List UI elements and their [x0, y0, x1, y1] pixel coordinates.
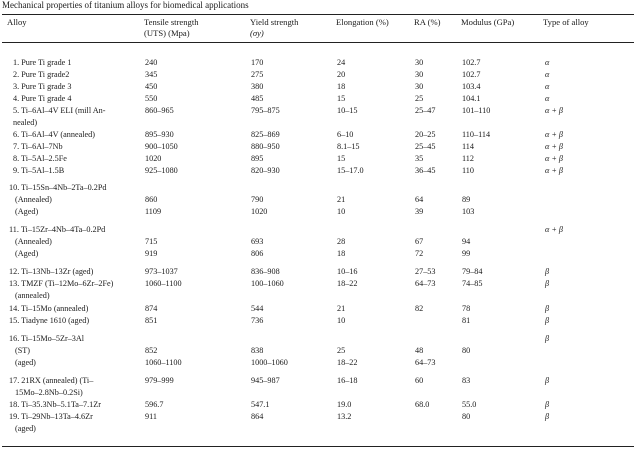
cell-modulus: 103: [462, 207, 475, 216]
cell-uts: 550: [145, 94, 158, 103]
cell-ra: 60: [415, 376, 424, 385]
cell-alloy: 17. 21RX (annealed) (Ti–: [9, 376, 94, 385]
cell-modulus: 81: [462, 316, 471, 325]
cell-yield: 544: [251, 304, 264, 313]
cell-yield: 736: [251, 316, 264, 325]
cell-uts: 450: [145, 82, 158, 91]
cell-elongation: 18: [337, 82, 346, 91]
cell-modulus: 83: [462, 376, 471, 385]
cell-type: α + β: [545, 225, 563, 234]
cell-modulus: 89: [462, 195, 471, 204]
cell-elongation: 10–15: [337, 106, 358, 115]
cell-elongation: 10–16: [337, 267, 358, 276]
cell-alloy: 18. Ti–35.3Nb–5.1Ta–7.1Zr: [9, 400, 101, 409]
cell-alloy: (aged): [15, 358, 36, 367]
cell-modulus: 110: [462, 166, 474, 175]
cell-uts: 596.7: [145, 400, 164, 409]
cell-elongation: 6–10: [337, 130, 354, 139]
cell-elongation: 13.2: [337, 412, 352, 421]
cell-alloy: 4. Pure Ti grade 4: [13, 94, 72, 103]
cell-alloy: 14. Ti–15Mo (annealed): [9, 304, 89, 313]
cell-alloy: 15Mo–2.8Nb–0.2Si): [15, 388, 83, 397]
cell-yield: 945–987: [251, 376, 280, 385]
cell-alloy: 8. Ti–5Al–2.5Fe: [13, 154, 67, 163]
header-yield-line1: Yield strength: [250, 17, 299, 27]
header-ra: RA (%): [414, 17, 441, 27]
cell-uts: 860: [145, 195, 158, 204]
cell-modulus: 80: [462, 412, 471, 421]
cell-type: β: [545, 400, 550, 409]
cell-alloy: 15. Tiadyne 1610 (aged): [9, 316, 90, 325]
cell-elongation: 21: [337, 304, 346, 313]
cell-uts: 911: [145, 412, 157, 421]
cell-uts: 925–1080: [145, 166, 178, 175]
cell-yield: 485: [251, 94, 264, 103]
cell-type: β: [545, 334, 550, 343]
cell-yield: 170: [251, 58, 264, 67]
header-yield-line2: (σy): [250, 28, 264, 38]
cell-yield: 838: [251, 346, 264, 355]
cell-modulus: 104.1: [462, 94, 481, 103]
cell-alloy: 3. Pure Ti grade 3: [13, 82, 72, 91]
cell-alloy: 9. Ti–5Al–1.5B: [13, 166, 65, 175]
top-rule: [2, 14, 634, 15]
cell-alloy: (Aged): [15, 207, 39, 216]
cell-yield: 790: [251, 195, 264, 204]
cell-alloy: (ST): [15, 346, 31, 355]
cell-modulus: 79–84: [462, 267, 483, 276]
cell-alloy: (aged): [15, 424, 36, 433]
cell-ra: 20–25: [415, 130, 436, 139]
cell-uts: 852: [145, 346, 158, 355]
cell-type: β: [545, 376, 550, 385]
cell-type: β: [545, 279, 550, 288]
cell-type: α: [545, 82, 550, 91]
cell-modulus: 101–110: [462, 106, 491, 115]
cell-ra: 25–45: [415, 142, 436, 151]
cell-yield: 825–869: [251, 130, 280, 139]
cell-alloy: 1. Pure Ti grade 1: [13, 58, 72, 67]
cell-alloy: (Aged): [15, 249, 39, 258]
cell-alloy: 5. Ti–6Al–4V ELI (mill An-: [13, 106, 106, 115]
cell-ra: 82: [415, 304, 424, 313]
cell-alloy: nealed): [13, 118, 38, 127]
cell-ra: 64–73: [415, 358, 436, 367]
cell-elongation: 18: [337, 249, 346, 258]
cell-yield: 820–930: [251, 166, 280, 175]
cell-elongation: 16–18: [337, 376, 358, 385]
cell-modulus: 114: [462, 142, 474, 151]
cell-elongation: 15: [337, 154, 346, 163]
cell-type: β: [545, 267, 550, 276]
cell-modulus: 94: [462, 237, 471, 246]
cell-uts: 973–1037: [145, 267, 178, 276]
cell-alloy: 2. Pure Ti grade2: [13, 70, 70, 79]
cell-type: α + β: [545, 154, 563, 163]
cell-yield: 100–1060: [251, 279, 284, 288]
cell-elongation: 21: [337, 195, 346, 204]
cell-uts: 1060–1100: [145, 358, 182, 367]
cell-ra: 27–53: [415, 267, 436, 276]
cell-elongation: 8.1–15: [337, 142, 360, 151]
cell-ra: 67: [415, 237, 424, 246]
cell-modulus: 102.7: [462, 70, 481, 79]
cell-yield: 547.1: [251, 400, 270, 409]
cell-ra: 72: [415, 249, 424, 258]
cell-modulus: 99: [462, 249, 471, 258]
cell-elongation: 20: [337, 70, 346, 79]
cell-yield: 806: [251, 249, 264, 258]
cell-elongation: 15–17.0: [337, 166, 364, 175]
cell-yield: 880–950: [251, 142, 280, 151]
cell-ra: 25–47: [415, 106, 436, 115]
cell-alloy: 16. Ti–15Mo–5Zr–3Al: [9, 334, 85, 343]
cell-type: α + β: [545, 142, 563, 151]
cell-yield: 864: [251, 412, 264, 421]
cell-yield: 380: [251, 82, 264, 91]
cell-elongation: 19.0: [337, 400, 352, 409]
cell-alloy: 10. Ti–15Sn–4Nb–2Ta–0.2Pd: [9, 183, 107, 192]
bottom-rule: [2, 446, 634, 447]
cell-uts: 979–999: [145, 376, 174, 385]
header-type: Type of alloy: [543, 17, 589, 27]
cell-ra: 39: [415, 207, 424, 216]
header-modulus: Modulus (GPa): [461, 17, 515, 27]
cell-uts: 874: [145, 304, 158, 313]
cell-alloy: (Annealed): [15, 237, 52, 246]
header-tensile-line2: (UTS) (Mpa): [144, 28, 190, 38]
cell-type: α: [545, 58, 550, 67]
cell-ra: 68.0: [415, 400, 430, 409]
cell-alloy: 7. Ti–6Al–7Nb: [13, 142, 63, 151]
cell-ra: 30: [415, 70, 424, 79]
cell-alloy: 13. TMZF (Ti–12Mo–6Zr–2Fe): [9, 279, 114, 288]
cell-elongation: 24: [337, 58, 346, 67]
cell-modulus: 80: [462, 346, 471, 355]
cell-alloy: 12. Ti–13Nb–13Zr (aged): [9, 267, 94, 276]
cell-uts: 240: [145, 58, 158, 67]
cell-type: α + β: [545, 166, 563, 175]
cell-uts: 900–1050: [145, 142, 178, 151]
cell-alloy: 6. Ti–6Al–4V (annealed): [13, 130, 95, 139]
cell-yield: 1020: [251, 207, 268, 216]
cell-alloy: (annealed): [15, 291, 50, 300]
cell-elongation: 28: [337, 237, 346, 246]
cell-modulus: 110–114: [462, 130, 491, 139]
cell-type: α: [545, 70, 550, 79]
cell-alloy: (Annealed): [15, 195, 52, 204]
header-elongation: Elongation (%): [336, 17, 389, 27]
cell-uts: 919: [145, 249, 158, 258]
cell-yield: 795–875: [251, 106, 280, 115]
cell-type: α + β: [545, 106, 563, 115]
cell-modulus: 112: [462, 154, 474, 163]
cell-uts: 1020: [145, 154, 162, 163]
cell-uts: 860–965: [145, 106, 174, 115]
cell-modulus: 55.0: [462, 400, 477, 409]
cell-elongation: 10: [337, 316, 346, 325]
cell-ra: 30: [415, 82, 424, 91]
cell-uts: 1060–1100: [145, 279, 182, 288]
cell-uts: 345: [145, 70, 158, 79]
cell-ra: 64–73: [415, 279, 436, 288]
cell-elongation: 18–22: [337, 279, 358, 288]
cell-type: α: [545, 94, 550, 103]
cell-uts: 895–930: [145, 130, 174, 139]
cell-type: α + β: [545, 130, 563, 139]
cell-uts: 851: [145, 316, 158, 325]
cell-yield: 836–908: [251, 267, 280, 276]
cell-modulus: 103.4: [462, 82, 481, 91]
cell-uts: 1109: [145, 207, 162, 216]
cell-modulus: 78: [462, 304, 471, 313]
cell-yield: 1000–1060: [251, 358, 288, 367]
header-rule: [2, 42, 634, 43]
cell-alloy: 19. Ti–29Nb–13Ta–4.6Zr: [9, 412, 93, 421]
cell-elongation: 15: [337, 94, 346, 103]
cell-yield: 895: [251, 154, 264, 163]
cell-alloy: 11. Ti–15Zr–4Nb–4Ta–0.2Pd: [9, 225, 106, 234]
cell-ra: 64: [415, 195, 424, 204]
cell-ra: 30: [415, 58, 424, 67]
cell-modulus: 102.7: [462, 58, 481, 67]
cell-uts: 715: [145, 237, 158, 246]
cell-yield: 275: [251, 70, 264, 79]
cell-elongation: 10: [337, 207, 346, 216]
cell-elongation: 25: [337, 346, 346, 355]
cell-ra: 35: [415, 154, 424, 163]
cell-elongation: 18–22: [337, 358, 358, 367]
cell-modulus: 74–85: [462, 279, 483, 288]
cell-ra: 25: [415, 94, 424, 103]
cell-type: β: [545, 304, 550, 313]
cell-type: β: [545, 412, 550, 421]
header-tensile-line1: Tensile strength: [144, 17, 199, 27]
cell-yield: 693: [251, 237, 264, 246]
cell-type: β: [545, 316, 550, 325]
table-caption: Mechanical properties of titanium alloys for biomedical applications: [2, 0, 249, 10]
header-alloy: Alloy: [7, 17, 27, 27]
cell-ra: 48: [415, 346, 424, 355]
cell-ra: 36–45: [415, 166, 436, 175]
